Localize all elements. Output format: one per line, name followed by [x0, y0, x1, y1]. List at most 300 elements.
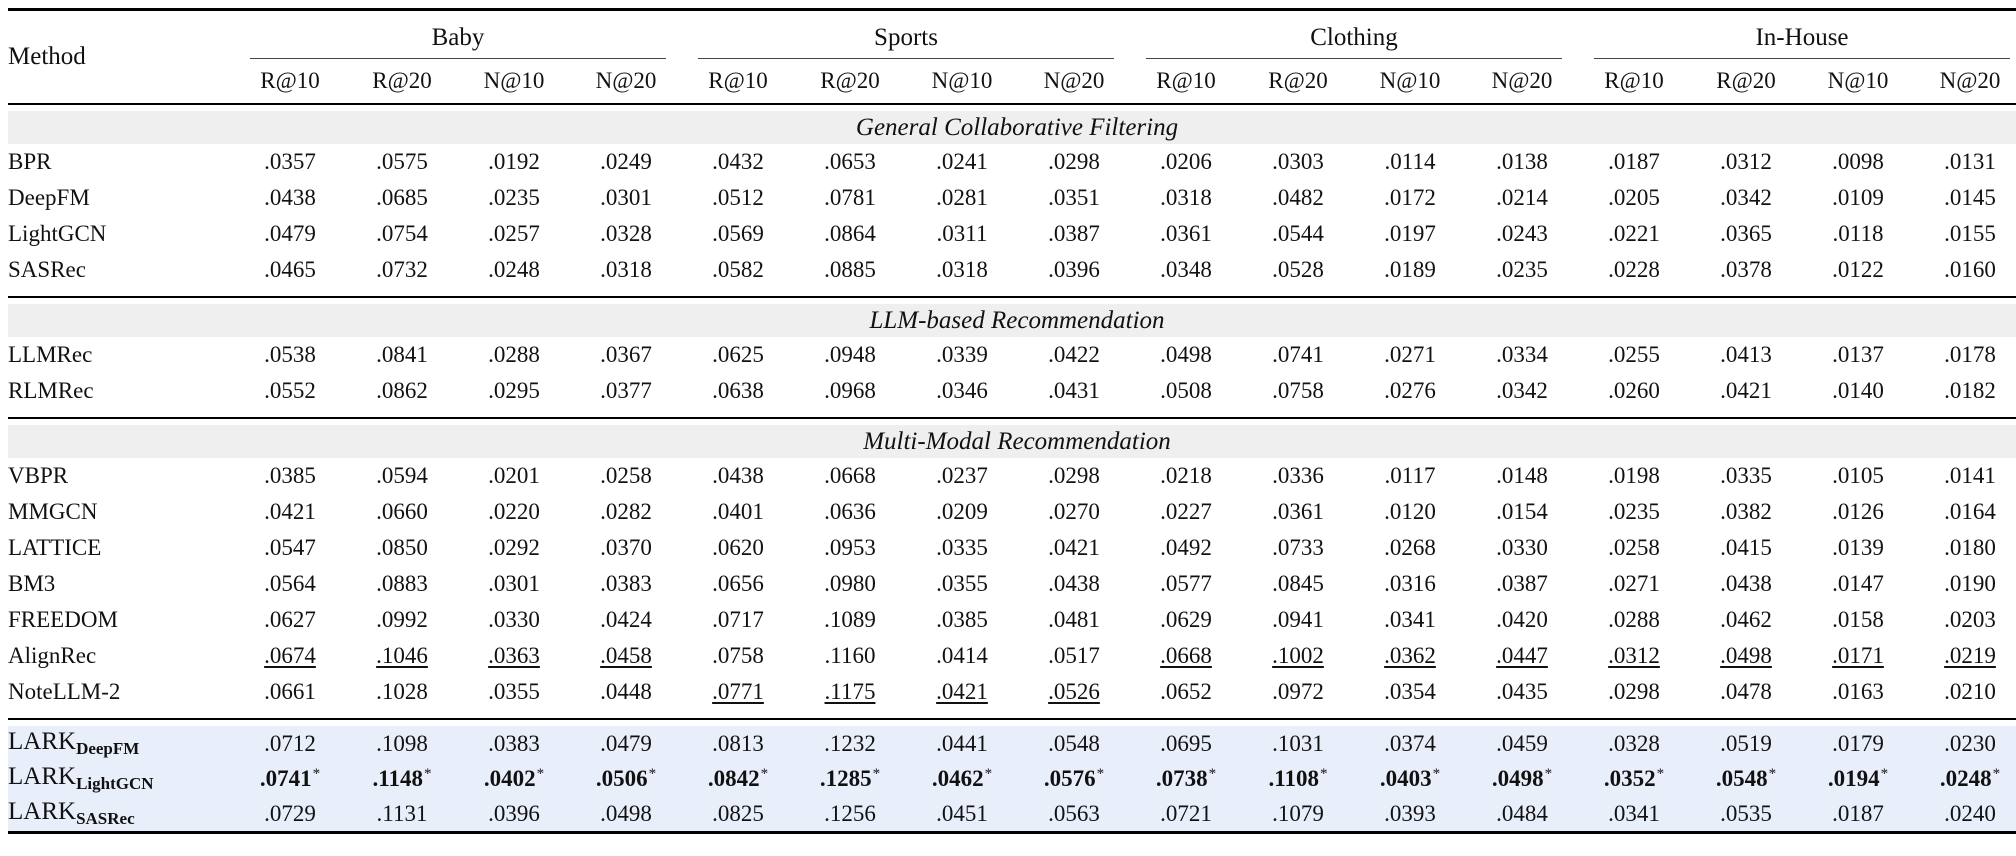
- metric-value: [346, 761, 458, 796]
- value-text: .0158: [1832, 607, 1884, 632]
- value-text: .0575: [376, 149, 428, 174]
- metric-value: [234, 373, 346, 409]
- metric-value: [1690, 180, 1802, 216]
- best-value: [1604, 766, 1664, 791]
- value-text: .0393: [1384, 800, 1436, 826]
- value-text: .0980: [824, 571, 876, 596]
- value-text: .0758: [1272, 378, 1324, 403]
- value-text: .0512: [712, 185, 764, 210]
- metric-value: [570, 373, 682, 409]
- value-text: .0465: [264, 257, 316, 282]
- metric-value: [570, 638, 682, 674]
- metric-value: [794, 566, 906, 602]
- value-text: .0342: [1720, 185, 1772, 210]
- value-text: .0214: [1496, 185, 1548, 210]
- value-text: .0336: [1272, 463, 1324, 488]
- metric-value: [1018, 530, 1130, 566]
- metric-value: [906, 144, 1018, 180]
- value-text: .0355: [936, 571, 988, 596]
- method-variant: LightGCN: [76, 774, 154, 793]
- second-best-value: .0171: [1832, 643, 1884, 668]
- metric-value: [906, 530, 1018, 566]
- value-text: .0732: [376, 257, 428, 282]
- method-name: AlignRec: [8, 643, 97, 668]
- metric-value: [1242, 494, 1354, 530]
- value-text: .0218: [1160, 463, 1212, 488]
- metric-value: [1914, 796, 2016, 833]
- metric-value: [458, 494, 570, 530]
- second-best-value: .1175: [824, 679, 876, 704]
- metric-value: [1354, 726, 1466, 761]
- value-text: .0547: [264, 535, 316, 560]
- metric-value: [1802, 602, 1914, 638]
- metric-value: [906, 458, 1018, 494]
- value-text: .0594: [376, 463, 428, 488]
- value-text: .0295: [488, 378, 540, 403]
- significance-mark: *: [760, 765, 769, 782]
- significance-mark: *: [1768, 765, 1777, 782]
- metric-value: [794, 337, 906, 373]
- value-text: .0953: [824, 535, 876, 560]
- metric-value: [234, 761, 346, 796]
- value-text: .1285: [819, 765, 872, 791]
- value-text: .0228: [1608, 257, 1660, 282]
- metric-value: [234, 494, 346, 530]
- value-text: .1148: [372, 765, 423, 791]
- value-text: .0141: [1944, 463, 1996, 488]
- metric-value: [906, 602, 1018, 638]
- metric-header: N@10: [1354, 59, 1466, 104]
- metric-value: [682, 602, 794, 638]
- value-text: .0179: [1832, 730, 1884, 756]
- value-text: .0281: [936, 185, 988, 210]
- metric-value: [1466, 373, 1578, 409]
- value-text: .0564: [264, 571, 316, 596]
- metric-value: [458, 726, 570, 761]
- metric-value: [1130, 726, 1242, 761]
- table-row: [8, 373, 2016, 409]
- value-text: .0864: [824, 221, 876, 246]
- value-text: .0120: [1384, 499, 1436, 524]
- value-text: .0172: [1384, 185, 1436, 210]
- value-text: .0365: [1720, 221, 1772, 246]
- metric-value: [1466, 602, 1578, 638]
- method-name: BM3: [8, 571, 56, 596]
- metric-value: [1802, 373, 1914, 409]
- value-text: .0668: [824, 463, 876, 488]
- metric-value: [906, 337, 1018, 373]
- best-value: [932, 766, 992, 791]
- metric-value: [794, 458, 906, 494]
- value-text: .0695: [1160, 730, 1212, 756]
- value-text: .0194: [1827, 765, 1880, 791]
- significance-mark: *: [536, 765, 545, 782]
- metric-value: [1354, 638, 1466, 674]
- value-text: .0126: [1832, 499, 1884, 524]
- metric-header: N@20: [1914, 59, 2016, 104]
- metric-value: [234, 252, 346, 288]
- value-text: .0206: [1160, 149, 1212, 174]
- metric-value: [234, 726, 346, 761]
- metric-value: [1578, 761, 1690, 796]
- metric-value: [682, 216, 794, 252]
- value-text: .0335: [1720, 463, 1772, 488]
- value-text: .0519: [1720, 730, 1772, 756]
- metric-value: [682, 337, 794, 373]
- metric-value: [346, 796, 458, 833]
- metric-value: [1130, 796, 1242, 833]
- best-value: [820, 766, 880, 791]
- method-name: LLMRec: [8, 342, 93, 367]
- value-text: .0378: [1720, 257, 1772, 282]
- metric-value: [570, 674, 682, 710]
- metric-value: [1354, 566, 1466, 602]
- value-text: .0178: [1944, 342, 1996, 367]
- value-text: .0190: [1944, 571, 1996, 596]
- metric-value: [1578, 458, 1690, 494]
- value-text: .0401: [712, 499, 764, 524]
- value-text: .0240: [1944, 800, 1996, 826]
- metric-value: [570, 458, 682, 494]
- value-text: .0260: [1608, 378, 1660, 403]
- metric-value: [1802, 337, 1914, 373]
- second-best-value: .0219: [1944, 643, 1996, 668]
- metric-value: [794, 252, 906, 288]
- best-value: [260, 766, 320, 791]
- metric-value: [570, 494, 682, 530]
- header-metric-row: [8, 59, 2016, 104]
- value-text: .0738: [1155, 765, 1208, 791]
- value-text: .0197: [1384, 221, 1436, 246]
- metric-value: [346, 602, 458, 638]
- metric-value: [1690, 458, 1802, 494]
- value-text: .0729: [264, 800, 316, 826]
- value-text: .0741: [1272, 342, 1324, 367]
- metric-value: [1466, 144, 1578, 180]
- metric-value: [1018, 216, 1130, 252]
- metric-value: [1578, 144, 1690, 180]
- value-text: .0271: [1384, 342, 1436, 367]
- value-text: .0484: [1496, 800, 1548, 826]
- metric-value: [1578, 566, 1690, 602]
- metric-value: [234, 180, 346, 216]
- metric-value: [234, 674, 346, 710]
- value-text: .0420: [1496, 607, 1548, 632]
- value-text: .0164: [1944, 499, 1996, 524]
- metric-value: [570, 337, 682, 373]
- table-row: [8, 337, 2016, 373]
- metric-value: [1690, 252, 1802, 288]
- value-text: .0187: [1608, 149, 1660, 174]
- metric-value: [346, 674, 458, 710]
- metric-value: [1130, 638, 1242, 674]
- metric-value: [1018, 566, 1130, 602]
- value-text: .0544: [1272, 221, 1324, 246]
- metric-value: [682, 726, 794, 761]
- metric-value: [794, 796, 906, 833]
- method-name: FREEDOM: [8, 607, 118, 632]
- value-text: .0498: [600, 800, 652, 826]
- metric-value: [346, 566, 458, 602]
- value-text: .0402: [483, 765, 536, 791]
- method-base: LARK: [8, 728, 77, 755]
- section-title: General Collaborative Filtering: [8, 111, 2016, 144]
- metric-value: [1914, 566, 2016, 602]
- value-text: .0105: [1832, 463, 1884, 488]
- metric-value: [1130, 530, 1242, 566]
- value-text: .0205: [1608, 185, 1660, 210]
- second-best-value: .0771: [712, 679, 764, 704]
- second-best-value: .0421: [936, 679, 988, 704]
- metric-value: [1802, 530, 1914, 566]
- value-text: .0237: [936, 463, 988, 488]
- metric-value: [1578, 796, 1690, 833]
- metric-value: [1466, 216, 1578, 252]
- metric-value: [1242, 337, 1354, 373]
- value-text: .0220: [488, 499, 540, 524]
- metric-value: [1466, 726, 1578, 761]
- metric-value: [1354, 180, 1466, 216]
- metric-value: [1242, 180, 1354, 216]
- value-text: .0652: [1160, 679, 1212, 704]
- value-text: .0448: [600, 679, 652, 704]
- metric-value: [346, 252, 458, 288]
- value-text: .0482: [1272, 185, 1324, 210]
- value-text: .0298: [1608, 679, 1660, 704]
- value-text: .0235: [488, 185, 540, 210]
- metric-value: [1242, 638, 1354, 674]
- metric-value: [570, 726, 682, 761]
- value-text: .0318: [936, 257, 988, 282]
- table-row: [8, 180, 2016, 216]
- metric-value: [1578, 216, 1690, 252]
- value-text: .0415: [1720, 535, 1772, 560]
- metric-value: [1354, 144, 1466, 180]
- significance-mark: *: [984, 765, 993, 782]
- value-text: .0733: [1272, 535, 1324, 560]
- metric-value: [906, 566, 1018, 602]
- metric-value: [1242, 796, 1354, 833]
- metric-value: [458, 337, 570, 373]
- value-text: .0351: [1048, 185, 1100, 210]
- metric-value: [1690, 530, 1802, 566]
- value-text: .1232: [824, 730, 876, 756]
- value-text: .0754: [376, 221, 428, 246]
- metric-value: [458, 566, 570, 602]
- value-text: .1079: [1272, 800, 1324, 826]
- value-text: .0341: [1608, 800, 1660, 826]
- metric-value: [1690, 566, 1802, 602]
- value-text: .0235: [1496, 257, 1548, 282]
- metric-value: [1242, 566, 1354, 602]
- value-text: .0328: [600, 221, 652, 246]
- table-row: [8, 458, 2016, 494]
- value-text: .0109: [1832, 185, 1884, 210]
- metric-value: [346, 494, 458, 530]
- metric-value: [906, 761, 1018, 796]
- metric-value: [682, 796, 794, 833]
- section-header: [8, 425, 2016, 458]
- value-text: .0235: [1608, 499, 1660, 524]
- value-text: .0548: [1048, 730, 1100, 756]
- metric-value: [1018, 373, 1130, 409]
- value-text: .0198: [1608, 463, 1660, 488]
- metric-header: R@10: [1578, 59, 1690, 104]
- value-text: .0354: [1384, 679, 1436, 704]
- metric-value: [1802, 674, 1914, 710]
- best-value: [1940, 766, 2000, 791]
- value-text: .0576: [1043, 765, 1096, 791]
- metric-value: [1354, 494, 1466, 530]
- value-text: .0210: [1944, 679, 1996, 704]
- method-name: [8, 726, 234, 761]
- value-text: .0825: [712, 800, 764, 826]
- metric-value: [570, 761, 682, 796]
- value-text: .0348: [1160, 257, 1212, 282]
- section-title: LLM-based Recommendation: [8, 304, 2016, 337]
- value-text: .0339: [936, 342, 988, 367]
- value-text: .0413: [1720, 342, 1772, 367]
- table-row: [8, 216, 2016, 252]
- second-best-value: .0362: [1384, 643, 1436, 668]
- value-text: .1131: [376, 800, 428, 826]
- metric-value: [1802, 638, 1914, 674]
- value-text: .0292: [488, 535, 540, 560]
- metric-value: [1018, 337, 1130, 373]
- value-text: .0479: [600, 730, 652, 756]
- value-text: .0145: [1944, 185, 1996, 210]
- metric-value: [794, 602, 906, 638]
- metric-value: [1242, 216, 1354, 252]
- metric-value: [346, 144, 458, 180]
- metric-header: R@20: [1242, 59, 1354, 104]
- significance-mark: *: [1880, 765, 1889, 782]
- metric-value: [458, 373, 570, 409]
- metric-value: [1914, 602, 2016, 638]
- value-text: .0438: [264, 185, 316, 210]
- metric-value: [1802, 180, 1914, 216]
- value-text: .0341: [1384, 607, 1436, 632]
- best-value: [596, 766, 656, 791]
- metric-value: [346, 337, 458, 373]
- value-text: .0298: [1048, 149, 1100, 174]
- metric-value: [906, 216, 1018, 252]
- value-text: .0282: [600, 499, 652, 524]
- metric-value: [346, 638, 458, 674]
- best-value: [708, 766, 768, 791]
- value-text: .0636: [824, 499, 876, 524]
- value-text: .0517: [1048, 643, 1100, 668]
- value-text: .0506: [595, 765, 648, 791]
- value-text: .0629: [1160, 607, 1212, 632]
- metric-value: [906, 494, 1018, 530]
- metric-value: [458, 638, 570, 674]
- value-text: .0422: [1048, 342, 1100, 367]
- value-text: .0638: [712, 378, 764, 403]
- value-text: .0189: [1384, 257, 1436, 282]
- metric-value: [1130, 252, 1242, 288]
- metric-value: [1914, 638, 2016, 674]
- metric-value: [1802, 144, 1914, 180]
- value-text: .0312: [1720, 149, 1772, 174]
- value-text: .0813: [712, 730, 764, 756]
- method-name: LATTICE: [8, 535, 102, 560]
- value-text: .0318: [600, 257, 652, 282]
- value-text: .0209: [936, 499, 988, 524]
- metric-value: [1802, 216, 1914, 252]
- value-text: .0335: [936, 535, 988, 560]
- value-text: .0431: [1048, 378, 1100, 403]
- metric-value: [1690, 796, 1802, 833]
- value-text: .0383: [600, 571, 652, 596]
- metric-value: [682, 144, 794, 180]
- metric-value: [1354, 674, 1466, 710]
- metric-value: [1354, 602, 1466, 638]
- best-value: [1269, 766, 1328, 791]
- significance-mark: *: [312, 765, 321, 782]
- metric-value: [1466, 337, 1578, 373]
- metric-value: [1130, 602, 1242, 638]
- value-text: .0311: [936, 221, 988, 246]
- metric-value: [1354, 373, 1466, 409]
- value-text: .0685: [376, 185, 428, 210]
- metric-value: [1690, 674, 1802, 710]
- value-text: .0182: [1944, 378, 1996, 403]
- significance-mark: *: [648, 765, 657, 782]
- metric-value: [794, 530, 906, 566]
- value-text: .0478: [1720, 679, 1772, 704]
- significance-mark: *: [1432, 765, 1441, 782]
- value-text: .0387: [1048, 221, 1100, 246]
- metric-value: [1578, 674, 1690, 710]
- best-value: [1380, 766, 1440, 791]
- metric-header: N@20: [570, 59, 682, 104]
- best-value: [1492, 766, 1552, 791]
- value-text: .0258: [600, 463, 652, 488]
- value-text: .1108: [1268, 765, 1319, 791]
- value-text: .0374: [1384, 730, 1436, 756]
- method-name: SASRec: [8, 257, 86, 282]
- lark-row: [8, 761, 2016, 796]
- metric-value: [570, 252, 682, 288]
- value-text: .0508: [1160, 378, 1212, 403]
- metric-value: [1690, 638, 1802, 674]
- value-text: .0258: [1608, 535, 1660, 560]
- value-text: .0438: [712, 463, 764, 488]
- metric-value: [794, 180, 906, 216]
- significance-mark: *: [872, 765, 881, 782]
- metric-value: [458, 796, 570, 833]
- value-text: .1031: [1272, 730, 1324, 756]
- value-text: .0385: [264, 463, 316, 488]
- metric-value: [234, 638, 346, 674]
- method-name: [8, 796, 234, 833]
- botrule-rule: [8, 833, 2016, 835]
- metric-value: [1130, 180, 1242, 216]
- metric-header: R@10: [682, 59, 794, 104]
- value-text: .0459: [1496, 730, 1548, 756]
- value-text: .0370: [600, 535, 652, 560]
- metric-value: [234, 337, 346, 373]
- metric-value: [234, 566, 346, 602]
- metric-value: [1578, 337, 1690, 373]
- dataset-header: [234, 11, 682, 59]
- metric-value: [1914, 726, 2016, 761]
- significance-mark: *: [1992, 765, 2001, 782]
- metric-value: [1690, 726, 1802, 761]
- metric-value: [570, 530, 682, 566]
- metric-value: [1354, 216, 1466, 252]
